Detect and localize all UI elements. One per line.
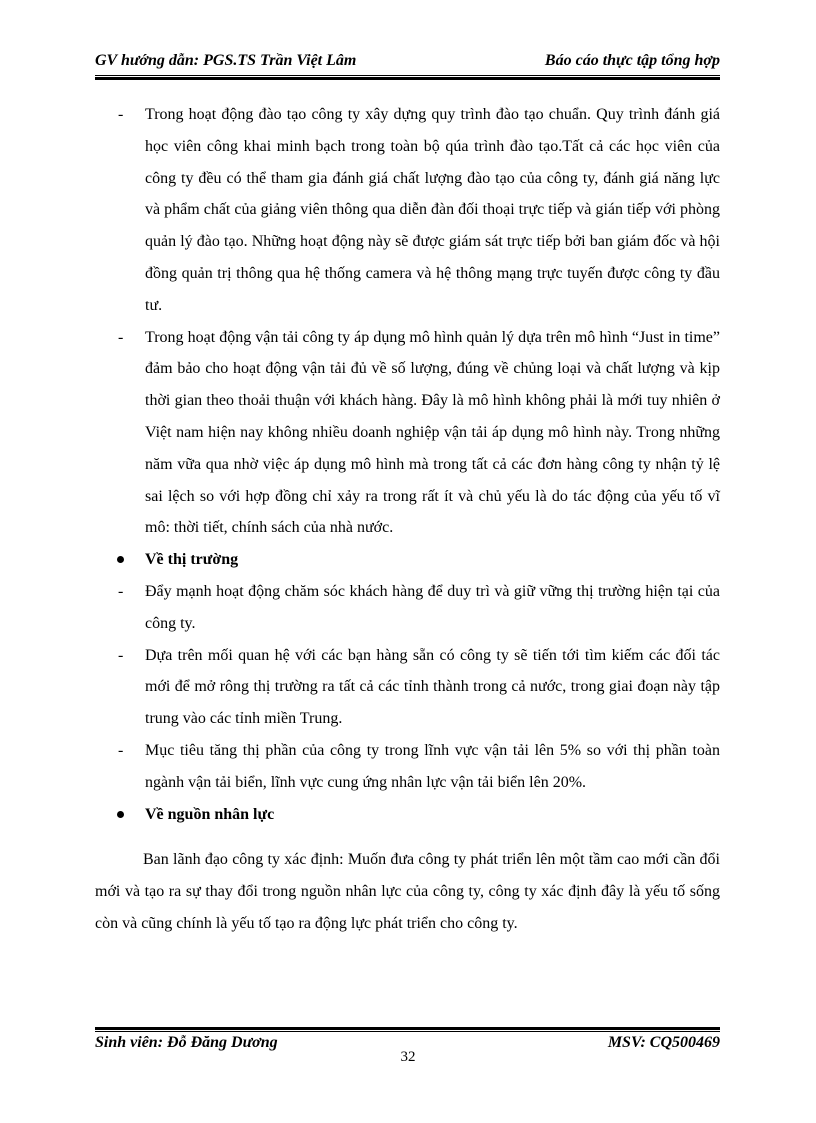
header-rule-thick xyxy=(95,77,720,80)
heading-text: Về nguồn nhân lực xyxy=(145,805,275,823)
list-item-text: Trong hoạt động đào tạo công ty xây dựng quy trình đào tạo chuẩn. Quy trình đánh giá học viên công khai minh bạch trong toàn bộ qúa trình đào tạo.Tất cả các học viên của công ty đều có thể tham gia đánh giá chất lượng đào tạo của công ty, đánh giá năng lực và phẩm chất của giảng viên thông qua diễn đàn đối thoại trực tiếp và gián tiếp với phòng quản lý đào tạo. Những hoạt động này sẽ được giám sát trực tiếp bởi ban giám đốc và hội đồng quản trị thông qua hệ thống camera và hệ thông mạng trực tuyến được công ty đầu tư. xyxy=(145,106,720,314)
list-item xyxy=(95,322,720,545)
dash-marker: - xyxy=(118,646,124,664)
list-item-text: Dựa trên mối quan hệ với các bạn hàng sẵn có công ty sẽ tiến tới tìm kiếm các đối tác mới để mở rông thị trường ra tất cả các tỉnh thành trong cả nước, trong giai đoạn này tập trung vào các tỉnh miền Trung. xyxy=(145,646,720,728)
section-heading-market xyxy=(95,544,720,576)
dash-marker: - xyxy=(118,582,124,600)
footer-student: Sinh viên: Đỗ Đăng Dương xyxy=(95,1034,278,1051)
bullet-dot-icon xyxy=(117,556,124,563)
list-item-text: Đẩy mạnh hoạt động chăm sóc khách hàng để duy trì và giữ vững thị trường hiện tại của công ty. xyxy=(145,582,720,632)
list-item-text: Trong hoạt động vận tải công ty áp dụng mô hình quản lý dựa trên mô hình “Just in time” đảm bảo cho hoạt động vận tải đủ về số lượng, đúng về chủng loại và chất lượng và kịp thời gian theo thoải thuận với khách hàng. Đây là mô hình không phải là mới tuy nhiên ở Việt nam hiện nay không nhiều doanh nghiệp vận tải áp dụng mô hình này. Trong những năm vữa qua nhờ việc áp dụng mô hình mà trong tất cả các đơn hàng công ty nhận tỷ lệ sai lệch so với hợp đồng chỉ xảy ra trong rất ít và chủ yếu là do tác động của yếu tố vĩ mô: thời tiết, chính sách của nhà nước. xyxy=(145,328,720,537)
section-heading-hr xyxy=(95,799,720,831)
bullet-dot-icon xyxy=(117,811,124,818)
list-item xyxy=(95,576,720,640)
list-item xyxy=(95,640,720,735)
dash-marker: - xyxy=(118,328,124,346)
list-item-text: Mục tiêu tăng thị phần của công ty trong lĩnh vực vận tải lên 5% so với thị phần toàn ngành vận tải biển, lĩnh vực cung ứng nhân lực vận tải biển lên 20%. xyxy=(145,741,720,791)
dash-marker: - xyxy=(118,741,124,759)
body-paragraph: Ban lãnh đạo công ty xác định: Muốn đưa công ty phát triển lên một tầm cao mới cần đổi mới và tạo ra sự thay đổi trong nguồn nhân lực của công ty, công ty xác định đây là yếu tố sống còn và cũng chính là yếu tố tạo ra động lực phát triển cho công ty. xyxy=(95,851,720,932)
heading-text: Về thị trường xyxy=(145,551,239,569)
footer-rule-thick xyxy=(95,1027,720,1030)
footer-rule-thin xyxy=(95,1031,720,1032)
footer-student-id: MSV: CQ500469 xyxy=(607,1034,720,1051)
page-header xyxy=(95,52,720,74)
header-report-title: Báo cáo thực tập tổng hợp xyxy=(544,52,720,69)
page-number: 32 xyxy=(400,1049,416,1065)
header-advisor: GV hướng dẫn: PGS.TS Trần Việt Lâm xyxy=(95,52,357,69)
list-item xyxy=(95,99,720,322)
header-rule-thin xyxy=(95,75,720,76)
dash-marker: - xyxy=(118,106,124,123)
page-body xyxy=(95,99,720,940)
list-item xyxy=(95,735,720,799)
